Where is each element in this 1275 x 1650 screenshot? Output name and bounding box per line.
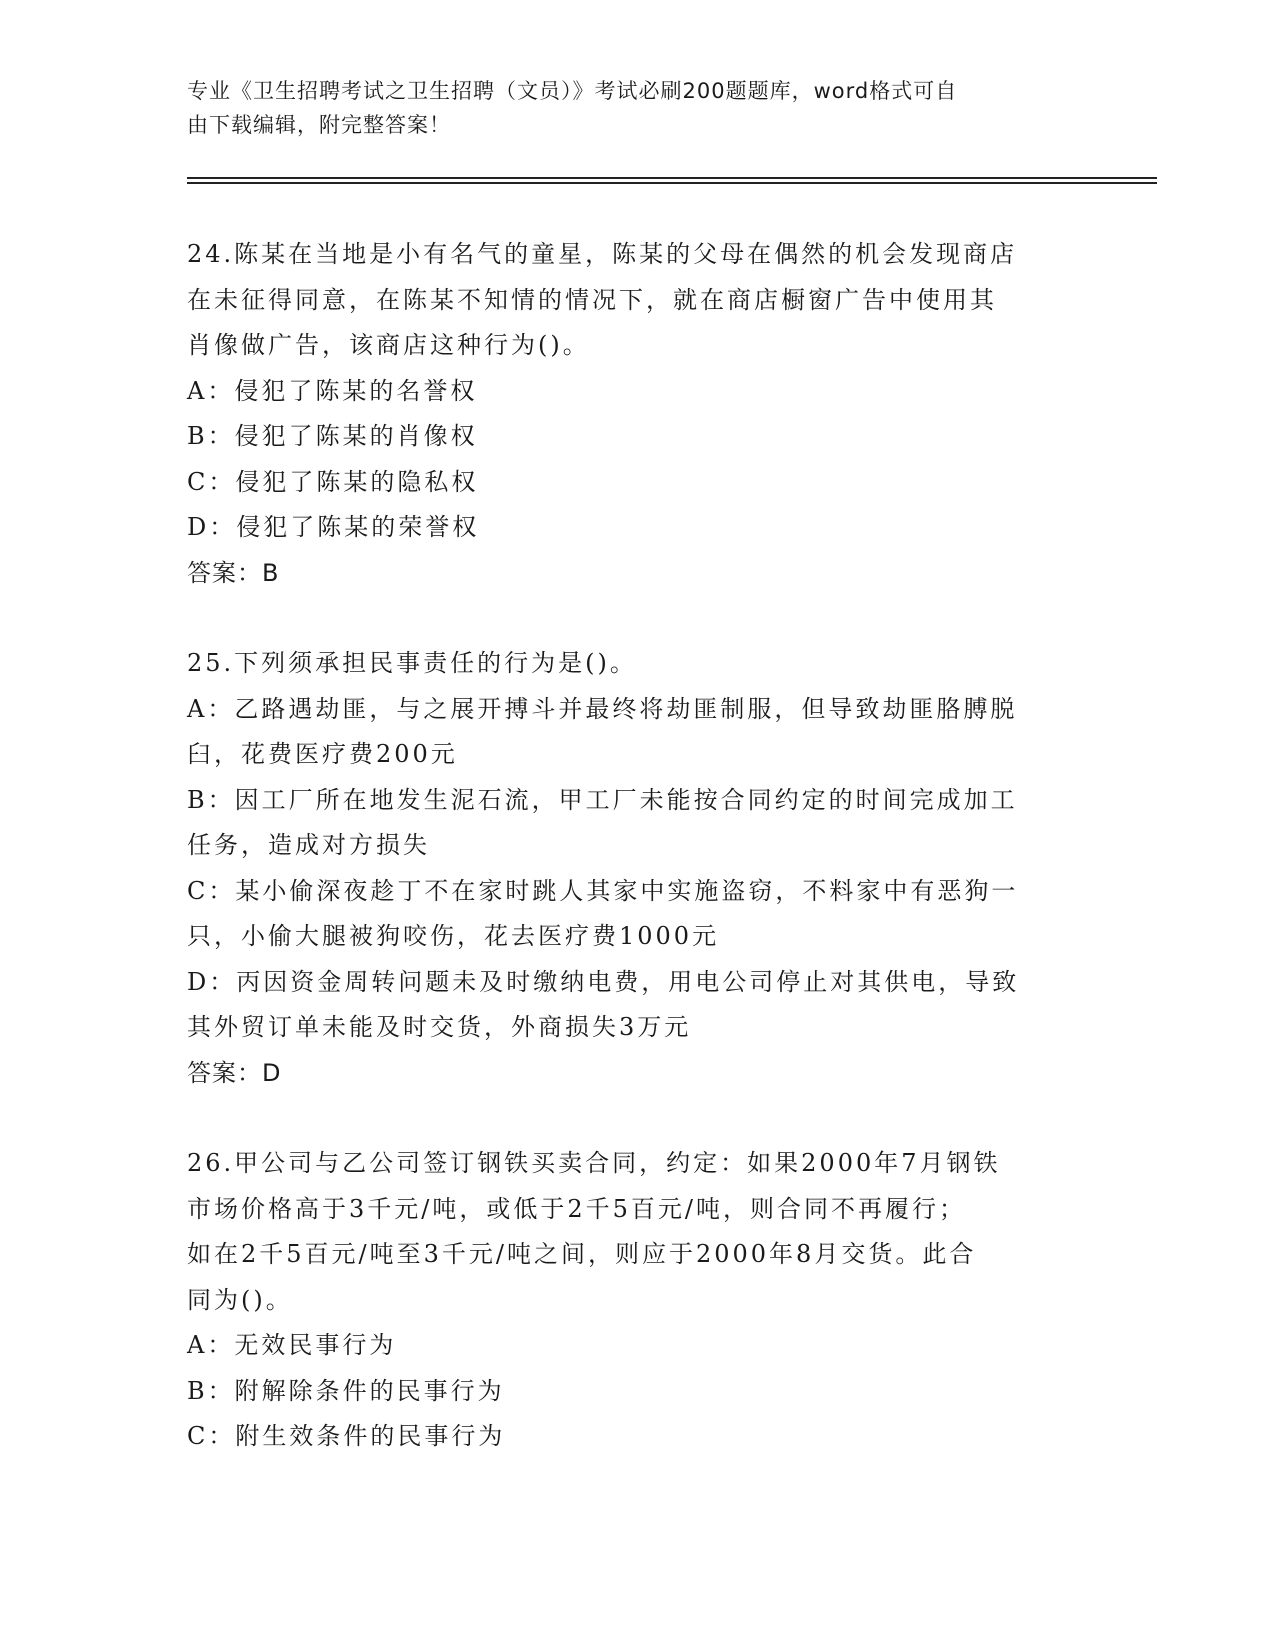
header-divider-top [187, 177, 1157, 179]
question-list [187, 232, 1087, 1460]
option-d: D：丙因资金周转问题未及时缴纳电费，用电公司停止对其供电，导致 [187, 967, 1020, 996]
answer-label: 答案：B [187, 558, 280, 587]
question-stem-line: 同为()。 [187, 1285, 293, 1314]
question-stem-line: 市场价格高于3千元/吨，或低于2千5百元/吨，则合同不再履行； [187, 1194, 966, 1223]
option-a: A：侵犯了陈某的名誉权 [187, 376, 478, 405]
option-c-continued: 只，小偷大腿被狗咬伤，花去医疗费1000元 [187, 922, 720, 950]
question-stem-line: 24.陈某在当地是小有名气的童星，陈某的父母在偶然的机会发现商店 [187, 240, 1018, 268]
option-b: B：因工厂所在地发生泥石流，甲工厂未能按合同约定的时间完成加工 [187, 785, 1018, 814]
question-stem-line: 肖像做广告，该商店这种行为()。 [187, 331, 590, 359]
option-b: B：侵犯了陈某的肖像权 [187, 422, 478, 450]
question-gap [187, 596, 1087, 641]
header-line-2: 由下载编辑，附完整答案！ [187, 113, 451, 137]
header-line-1: 专业《卫生招聘考试之卫生招聘（文员）》考试必刷200题题库，word格式可自 [187, 79, 958, 103]
option-d: D：侵犯了陈某的荣誉权 [187, 513, 480, 541]
option-a: A：乙路遇劫匪，与之展开搏斗并最终将劫匪制服，但导致劫匪胳膊脱 [187, 694, 1018, 723]
question-26 [187, 1141, 1087, 1460]
option-b: B：附解除条件的民事行为 [187, 1376, 505, 1405]
answer-label: 答案：D [187, 1058, 282, 1087]
option-b-continued: 任务，造成对方损失 [187, 831, 430, 859]
document-header [187, 74, 1067, 142]
question-stem-line: 26.甲公司与乙公司签订钢铁买卖合同，约定：如果2000年7月钢铁 [187, 1149, 1001, 1177]
option-c: C：附生效条件的民事行为 [187, 1422, 506, 1450]
question-24 [187, 232, 1087, 596]
question-gap [187, 1096, 1087, 1141]
option-a-continued: 臼，花费医疗费200元 [187, 740, 458, 768]
question-stem-line: 如在2千5百元/吨至3千元/吨之间，则应于2000年8月交货。此合 [187, 1240, 977, 1268]
option-c: C：某小偷深夜趁丁不在家时跳人其家中实施盗窃，不料家中有恶狗一 [187, 876, 1019, 905]
header-divider-bottom [187, 182, 1157, 184]
option-c: C：侵犯了陈某的隐私权 [187, 467, 479, 496]
option-a: A：无效民事行为 [187, 1331, 397, 1359]
question-stem-line: 25.下列须承担民事责任的行为是()。 [187, 649, 637, 677]
question-stem-line: 在未征得同意，在陈某不知情的情况下，就在商店橱窗广告中使用其 [187, 285, 997, 314]
option-d-continued: 其外贸订单未能及时交货，外商损失3万元 [187, 1013, 692, 1041]
question-25 [187, 641, 1087, 1096]
